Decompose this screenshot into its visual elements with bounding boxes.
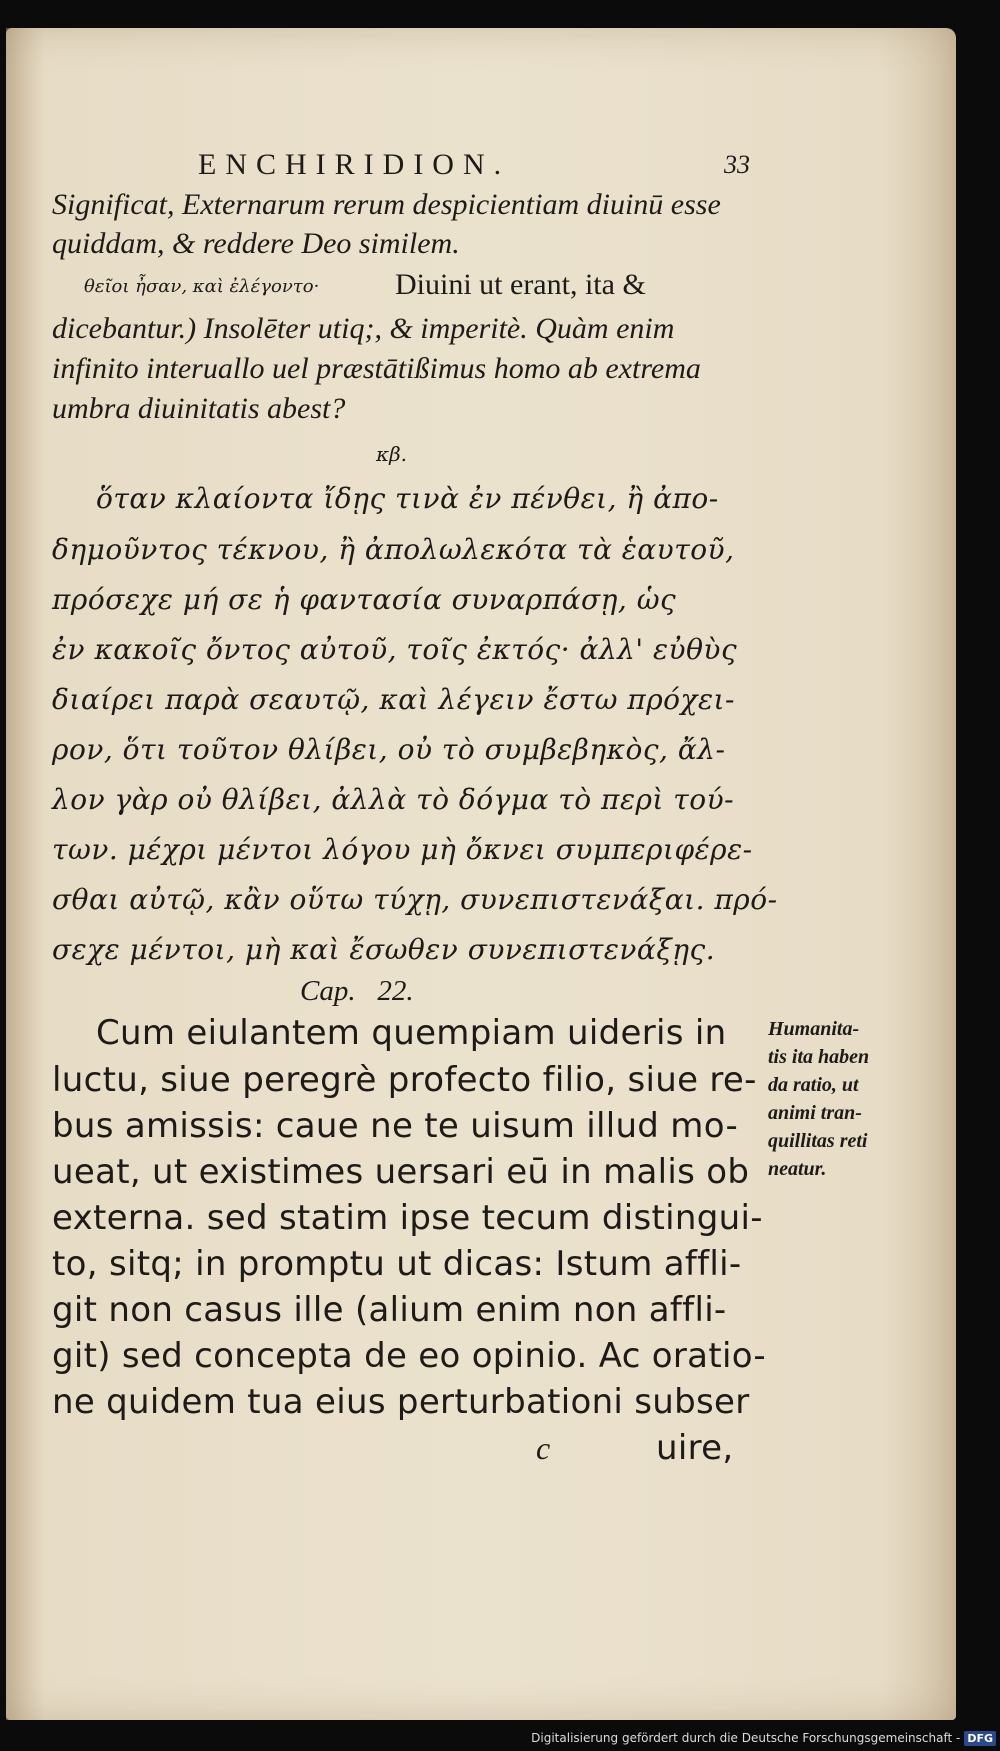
running-head: ENCHIRIDION. — [198, 148, 511, 181]
marginal-note-line: animi tran- — [768, 1102, 862, 1124]
latin-line: externa. sed statim ipse tecum distingui- — [52, 1198, 763, 1238]
marginal-note-line: Humanita- — [768, 1018, 860, 1040]
greek-line: σεχε μέντοι, μὴ καὶ ἔσωθεν συνεπιστενάξῃς. — [52, 933, 716, 966]
intro-line: Significat, Externarum rerum despicientiam diuinū esse — [52, 188, 721, 221]
marginal-note-line: neatur. — [768, 1158, 827, 1180]
latin-line: bus amissis: caue ne te uisum illud mo- — [52, 1106, 739, 1146]
greek-line: δημοῦντος τέκνου, ἢ ἀπολωλεκότα τὰ ἑαυτοῦ, — [52, 533, 735, 566]
greek-line: διαίρει παρὰ σεαυτῷ, καὶ λέγειν ἔστω πρόχει- — [52, 683, 735, 716]
credit-text: Digitalisierung gefördert durch die Deutsche Forschungsgemeinschaft - — [531, 1731, 961, 1745]
latin-line: Cum eiulantem quempiam uideris in — [96, 1013, 727, 1053]
page-number: 33 — [724, 150, 750, 179]
chapter-label: Cap. 22. — [300, 975, 414, 1007]
latin-line: git) sed concepta de eo opinio. Ac oratio- — [52, 1336, 766, 1376]
latin-line: git non casus ille (alium enim non affli- — [52, 1290, 727, 1330]
greek-line: πρόσεχε μή σε ἡ φαντασία συναρπάσῃ, ὡς — [52, 583, 677, 616]
greek-line: ρον, ὅτι τοῦτον θλίβει, οὐ τὸ συμβεβηκὸς, ἄλ- — [52, 733, 726, 766]
intro-line: quiddam, & reddere Deo similem. — [52, 227, 460, 260]
catchword: uire, — [656, 1428, 734, 1468]
digitization-credit — [531, 1729, 996, 1747]
section-mark: κβ. — [376, 442, 408, 466]
greek-quote: θεῖοι ἦσαν, καὶ ἐλέγοντο· — [84, 276, 320, 297]
marginal-note-line: quillitas reti — [768, 1130, 868, 1152]
latin-line: ueat, ut existimes uersari eū in malis ob — [52, 1152, 750, 1192]
greek-line: λον γὰρ οὐ θλίβει, ἀλλὰ τὸ δόγμα τὸ περὶ τού- — [52, 783, 735, 816]
greek-line: των. μέχρι μέντοι λόγου μὴ ὄκνει συμπεριφέρε- — [52, 833, 753, 866]
latin-line: to, sitq; in promptu ut dicas: Istum affli- — [52, 1244, 742, 1284]
greek-line: ὅταν κλαίοντα ἴδῃς τινὰ ἐν πένθει, ἢ ἀπο- — [96, 482, 719, 515]
greek-line: ἐν κακοῖς ὄντος αὐτοῦ, τοῖς ἐκτός· ἀλλ' εὐθὺς — [52, 633, 738, 666]
note-line: dicebantur.) Insolēter utiq;, & imperitè. Quàm enim — [52, 312, 675, 345]
marginal-note-line: tis ita haben — [768, 1046, 870, 1068]
latin-after-quote: Diuini ut erant, ita & — [395, 268, 646, 301]
greek-line: σθαι αὐτῷ, κἂν οὕτω τύχῃ, συνεπιστενάξαι. πρό- — [52, 883, 778, 916]
marginal-note-line: da ratio, ut — [768, 1074, 859, 1096]
signature-mark: c — [536, 1430, 551, 1466]
latin-line: ne quidem tua eius perturbationi subser — [52, 1382, 750, 1422]
dfg-logo-icon: DFG — [964, 1731, 996, 1746]
note-line: infinito interuallo uel præstātißimus homo ab extrema — [52, 352, 701, 385]
note-line: umbra diuinitatis abest? — [52, 392, 346, 425]
latin-line: luctu, siue peregrè profecto filio, siue re- — [52, 1060, 757, 1100]
